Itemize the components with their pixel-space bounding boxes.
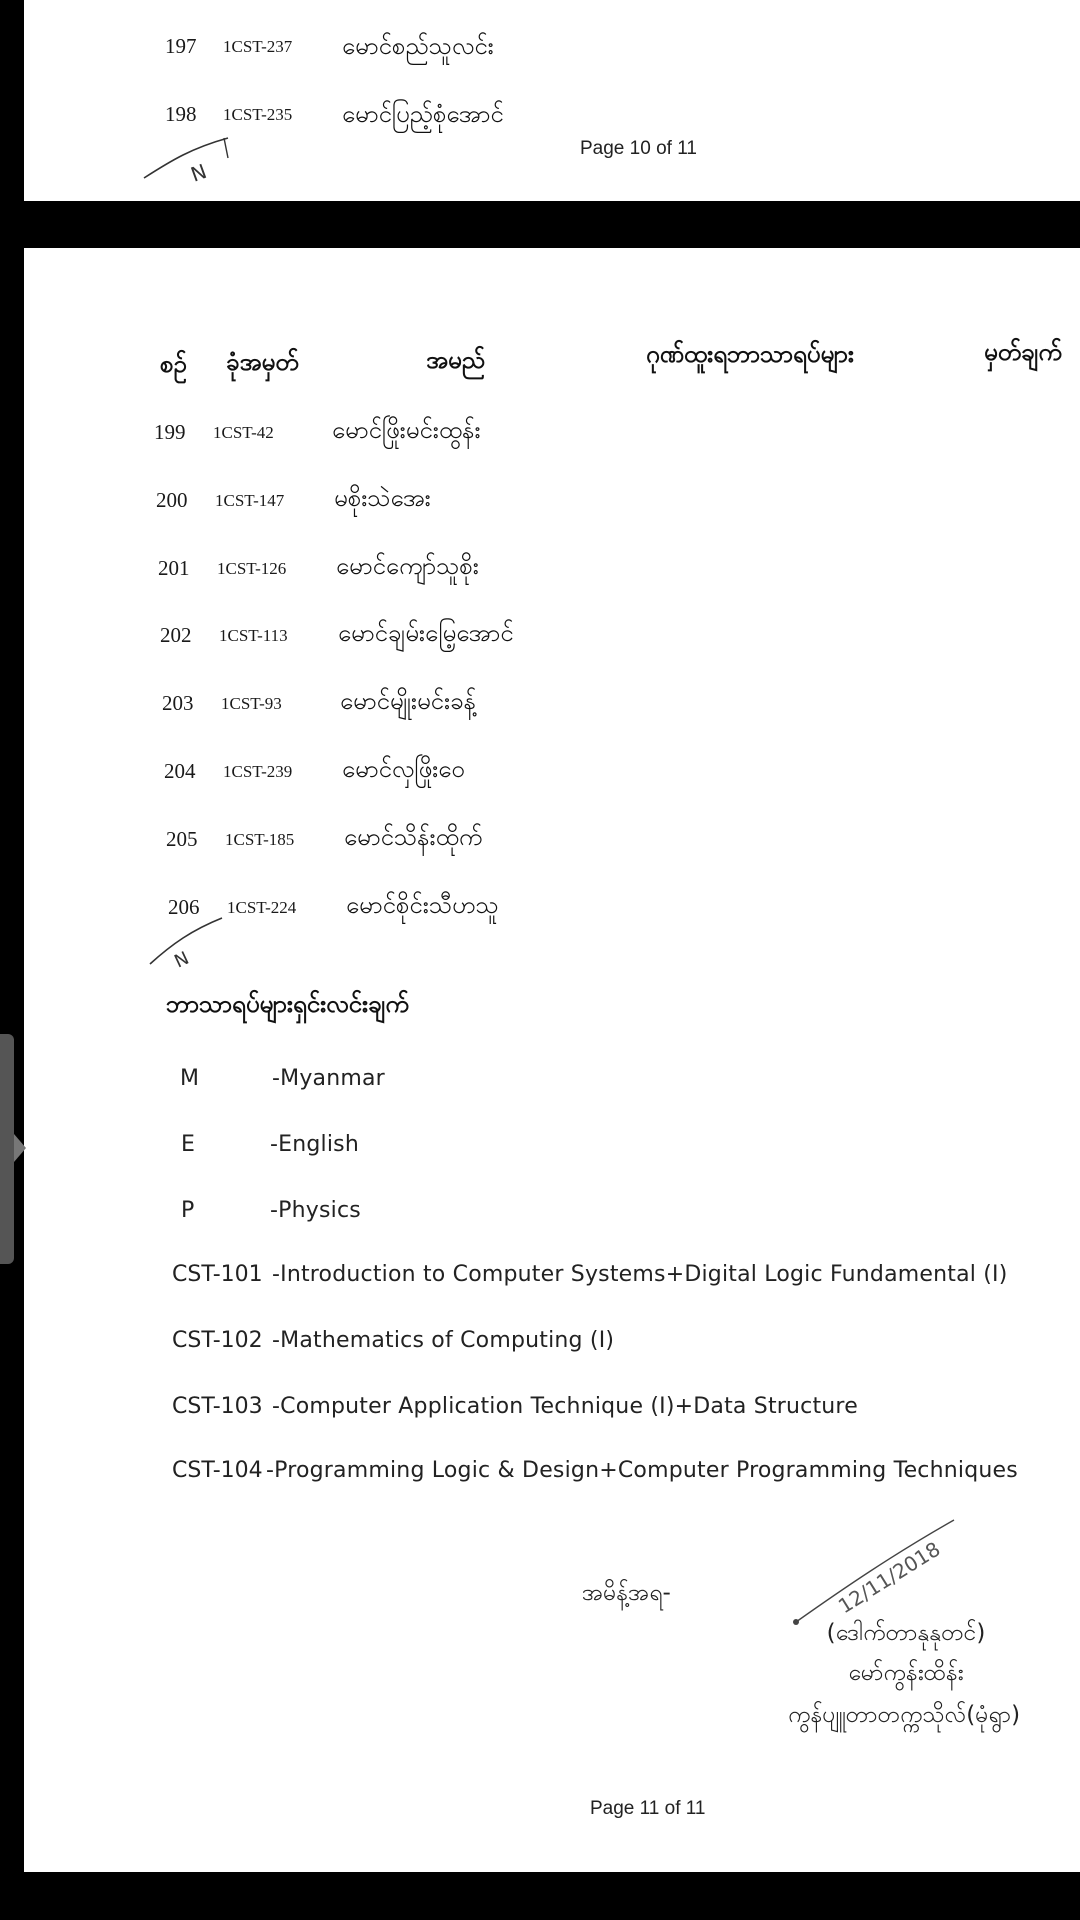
header-name: အမည် (426, 346, 485, 374)
page-number-10: Page 10 of 11 (580, 138, 697, 159)
row-roll-number: 1CST-237 (223, 37, 293, 56)
legend-code: CST-103 (172, 1394, 263, 1419)
side-panel-handle[interactable] (0, 1034, 14, 1264)
legend-description: -Physics (270, 1198, 361, 1223)
chevron-right-icon[interactable] (14, 1134, 26, 1162)
initial-mark-handwritten (148, 914, 228, 974)
legend-description: -English (270, 1132, 359, 1157)
document-page-11 (24, 248, 1080, 1872)
signatory-organization: ကွန်ပျူတာတက္ကသိုလ်(မုံရွာ) (787, 1702, 1021, 1728)
row-serial: 206 (168, 894, 200, 919)
header-serial: စဉ် (160, 350, 187, 378)
signature-date-text: 12/11/2018 (833, 1536, 945, 1619)
header-distinction-subjects: ဂုဏ်ထူးရဘာသာရပ်များ (646, 340, 854, 368)
header-remark: မှတ်ချက် (984, 338, 1062, 366)
row-student-name: မောင်ဖြိုးမင်းထွန်း (332, 416, 481, 444)
row-student-name: မစိုးသဲအေး (334, 483, 431, 512)
header-roll-number: ခုံအမှတ် (226, 348, 299, 376)
row-student-name: မောင်ချမ်းမြေ့အောင် (338, 619, 514, 648)
row-serial: 203 (162, 691, 194, 716)
row-roll-number: 1CST-235 (223, 105, 293, 124)
row-roll-number: 1CST-42 (213, 423, 274, 442)
signatory-title: မော်ကွန်းထိန်း (848, 1660, 964, 1686)
row-roll-number: 1CST-224 (227, 897, 297, 917)
row-serial: 201 (158, 555, 190, 580)
legend-code: M (180, 1066, 199, 1091)
legend-title: ဘာသာရပ်များရှင်းလင်းချက် (166, 990, 409, 1018)
row-roll-number: 1CST-113 (219, 626, 288, 646)
row-roll-number: 1CST-93 (221, 694, 282, 714)
document-page-10 (24, 0, 1080, 201)
row-student-name: မောင်ကျော်သူစိုး (336, 551, 479, 580)
legend-code: P (181, 1198, 195, 1223)
row-roll-number: 1CST-239 (223, 762, 293, 781)
row-serial: 199 (154, 420, 186, 444)
row-serial: 204 (164, 759, 196, 783)
row-roll-number: 1CST-126 (217, 558, 287, 578)
row-student-name: မောင်သိန်းထိုက် (344, 822, 483, 851)
initial-mark-text: N (187, 159, 210, 187)
legend-code: CST-101 (172, 1262, 263, 1287)
row-serial: 205 (166, 826, 198, 851)
row-serial: 198 (165, 102, 197, 126)
row-roll-number: 1CST-185 (225, 829, 295, 849)
row-serial: 197 (165, 34, 197, 58)
legend-description: -Myanmar (272, 1066, 385, 1091)
legend-description: -Computer Application Technique (I)+Data Structure (272, 1394, 858, 1419)
legend-description: -Mathematics of Computing (I) (272, 1328, 615, 1353)
initial-mark-text: N (171, 947, 193, 973)
row-student-name: မောင်လှဖြိုးဝေ (342, 755, 465, 783)
row-student-name: မောင်ပြည့်စုံအောင် (342, 100, 504, 128)
legend-description: -Programming Logic & Design+Computer Programming Techniques (266, 1458, 1018, 1483)
initial-mark-handwritten (142, 130, 232, 190)
row-student-name: မောင်စိုင်းသီဟသူ (346, 890, 499, 919)
order-label: အမိန့်အရ- (582, 1580, 671, 1606)
row-serial: 200 (156, 487, 188, 512)
row-serial: 202 (160, 623, 192, 648)
row-student-name: မောင်မျိုးမင်းခန့် (340, 687, 477, 716)
legend-code: CST-104 (172, 1458, 263, 1483)
legend-code: CST-102 (172, 1328, 263, 1353)
legend-code: E (181, 1132, 195, 1157)
page-number-11: Page 11 of 11 (590, 1798, 706, 1819)
handwritten-signature-date (784, 1518, 964, 1628)
legend-description: -Introduction to Computer Systems+Digital Logic Fundamental (I) (272, 1262, 1008, 1287)
row-student-name: မောင်စည်သူလင်း (342, 32, 494, 60)
signatory-name: (ဒေါက်တာနုနုတင်) (826, 1620, 986, 1646)
row-roll-number: 1CST-147 (215, 490, 285, 510)
